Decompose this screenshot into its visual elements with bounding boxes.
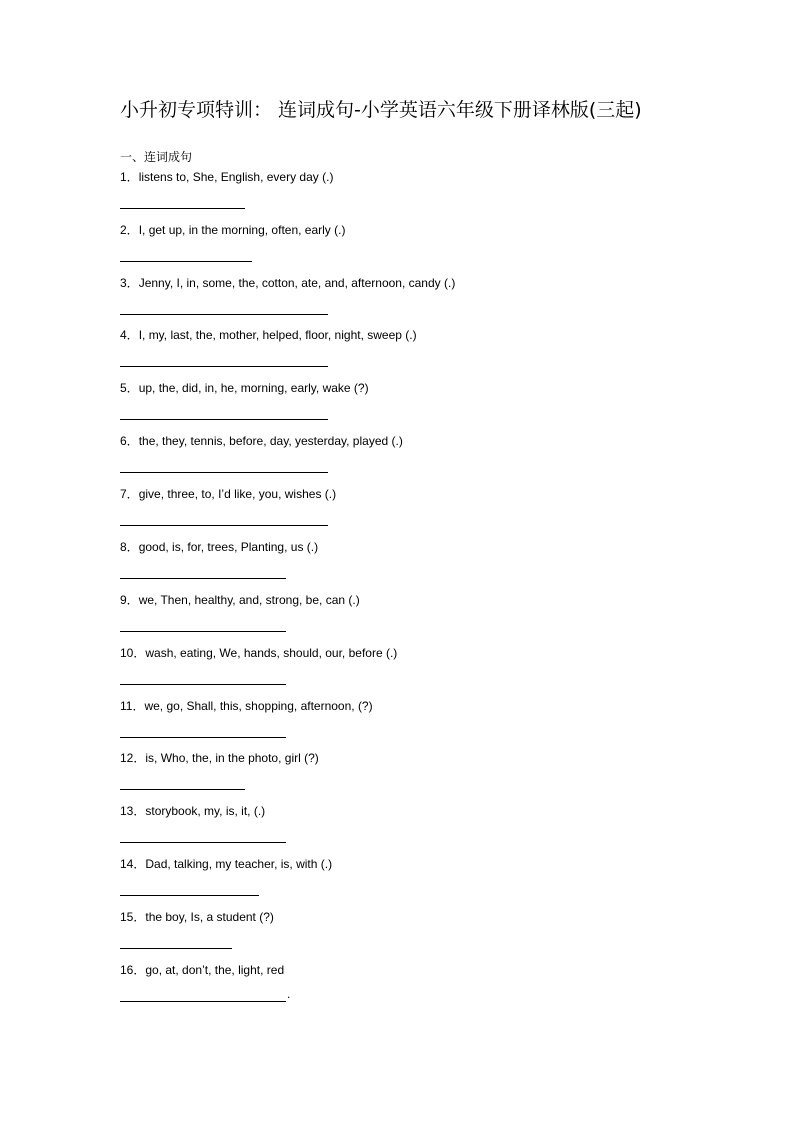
question-number: 2． — [120, 223, 139, 237]
question-number: 12． — [120, 751, 146, 765]
page-title: 小升初专项特训： 连词成句-小学英语六年级下册译林版(三起) — [120, 99, 642, 121]
question-words: up, the, did, in, he, morning, early, wake (?) — [138, 381, 369, 395]
question-number: 16． — [120, 963, 146, 977]
answer-line[interactable] — [120, 948, 232, 949]
question-words: go, at, don’t, the, light, red — [145, 963, 285, 977]
question-words: the, they, tennis, before, day, yesterday, played (.) — [138, 434, 403, 448]
question-3 — [120, 274, 455, 291]
question-12 — [120, 749, 319, 766]
question-words: good, is, for, trees, Planting, us (.) — [138, 540, 319, 554]
question-6 — [120, 432, 403, 449]
answer-line[interactable] — [120, 525, 328, 526]
final-period: . — [287, 987, 291, 1001]
answer-line[interactable] — [120, 208, 245, 209]
question-words: Dad, talking, my teacher, is, with (.) — [145, 857, 333, 871]
question-number: 1． — [120, 170, 139, 184]
answer-line[interactable] — [120, 684, 286, 685]
question-number: 3． — [120, 276, 139, 290]
question-11 — [120, 697, 373, 714]
question-13 — [120, 802, 265, 819]
question-number: 14． — [120, 857, 146, 871]
answer-line[interactable] — [120, 1001, 286, 1002]
question-number: 13． — [120, 804, 146, 818]
question-9 — [120, 591, 360, 608]
question-words: is, Who, the, in the photo, girl (?) — [145, 751, 319, 765]
answer-line[interactable] — [120, 366, 328, 367]
answer-line[interactable] — [120, 261, 252, 262]
question-number: 6． — [120, 434, 139, 448]
question-words: listens to, She, English, every day (.) — [138, 170, 334, 184]
question-number: 4． — [120, 328, 139, 342]
question-words: we, Then, healthy, and, strong, be, can (.) — [138, 593, 360, 607]
question-14 — [120, 855, 332, 872]
question-8 — [120, 538, 318, 555]
question-words: I, my, last, the, mother, helped, floor, night, sweep (.) — [138, 328, 417, 342]
section-heading: 一、连词成句 — [120, 150, 193, 164]
question-4 — [120, 326, 417, 343]
question-number: 9． — [120, 593, 139, 607]
question-number: 7． — [120, 487, 139, 501]
question-number: 8． — [120, 540, 139, 554]
question-7 — [120, 485, 336, 502]
answer-line[interactable] — [120, 631, 286, 632]
answer-line[interactable] — [120, 419, 328, 420]
question-16 — [120, 961, 284, 978]
question-words: the boy, Is, a student (?) — [145, 910, 274, 924]
question-5 — [120, 379, 369, 396]
question-15 — [120, 908, 274, 925]
answer-line[interactable] — [120, 472, 328, 473]
question-number: 5． — [120, 381, 139, 395]
question-number: 11． — [120, 699, 145, 713]
question-1 — [120, 168, 333, 185]
answer-line[interactable] — [120, 314, 328, 315]
question-words: storybook, my, is, it, (.) — [145, 804, 266, 818]
question-words: give, three, to, I’d like, you, wishes (.) — [138, 487, 337, 501]
answer-line[interactable] — [120, 737, 286, 738]
question-number: 10． — [120, 646, 146, 660]
question-number: 15． — [120, 910, 146, 924]
question-words: I, get up, in the morning, often, early (.) — [138, 223, 346, 237]
answer-line[interactable] — [120, 789, 245, 790]
question-2 — [120, 221, 345, 238]
question-words: we, go, Shall, this, shopping, afternoon, (?) — [144, 699, 373, 713]
answer-line[interactable] — [120, 895, 259, 896]
question-words: wash, eating, We, hands, should, our, before (.) — [145, 646, 398, 660]
question-10 — [120, 644, 397, 661]
question-words: Jenny, I, in, some, the, cotton, ate, and, afternoon, candy (.) — [138, 276, 456, 290]
answer-line[interactable] — [120, 842, 286, 843]
answer-line[interactable] — [120, 578, 286, 579]
